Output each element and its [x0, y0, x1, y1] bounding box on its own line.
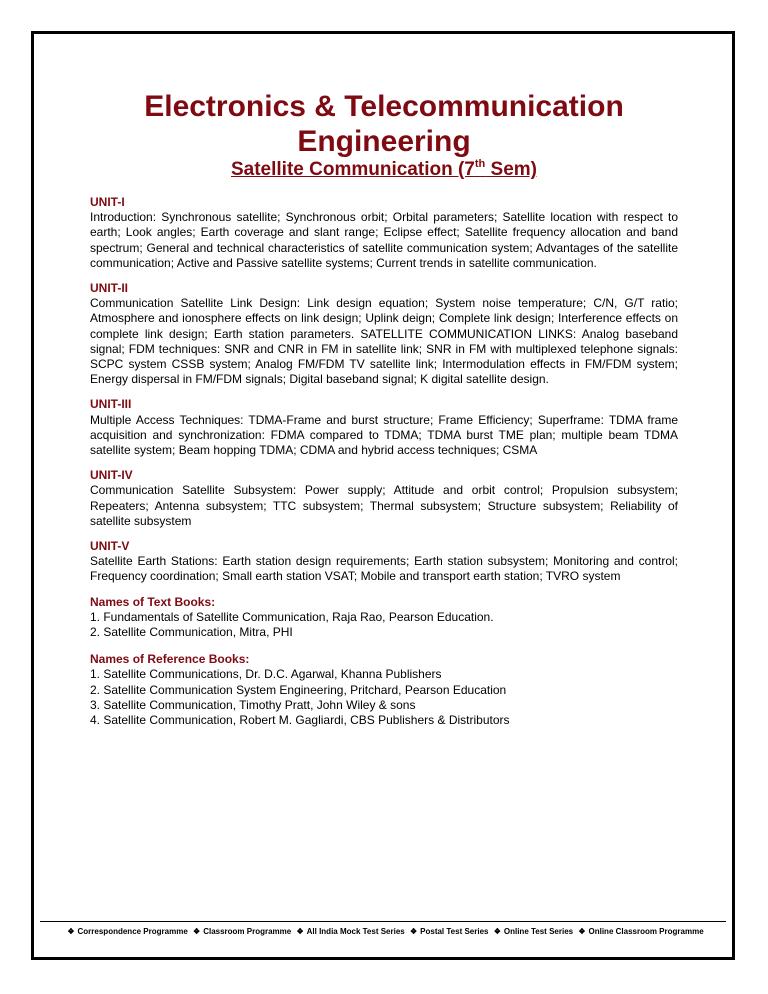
syllabus-content [90, 195, 678, 740]
unit-section [90, 539, 678, 585]
footer-item: All India Mock Test Series [306, 927, 405, 936]
unit-description: Communication Satellite Subsystem: Power supply; Attitude and orbit control; Propulsion subsystem; Repeaters; Antenna subsystem; TTC subsystem; Thermal subsystem; Structure subsystem; Reliability of satellite subsystem [90, 483, 678, 528]
text-book-item: 1. Fundamentals of Satellite Communication, Raja Rao, Pearson Education. [90, 609, 494, 624]
reference-books-section [90, 652, 678, 728]
unit-description: Introduction: Synchronous satellite; Synchronous orbit; Orbital parameters; Satellite location with respect to earth; Look angles; Earth coverage and slant range; Eclipse effect; Satellite frequency allocation and band spectrum; General and technical characteristics of satellite communication system; Advantages of the satellite communication; Active and Passive satellite systems; Current trends in satellite communication. [90, 210, 678, 270]
subtitle-post: Sem) [485, 159, 537, 180]
unit-title: UNIT-I [90, 195, 125, 209]
footer-programmes [0, 927, 768, 936]
diamond-icon: ❖ [578, 927, 586, 936]
page-title-line1: Electronics & Telecommunication [144, 90, 624, 123]
diamond-icon: ❖ [67, 927, 75, 936]
footer-item: Correspondence Programme [77, 927, 188, 936]
reference-books-title: Names of Reference Books: [90, 652, 250, 667]
subtitle-pre: Satellite Communication (7 [230, 159, 475, 180]
unit-description: Satellite Earth Stations: Earth station design requirements; Earth station subsystem; Monitoring and control; Frequency coordination; Small earth station VSAT; Mobile and transport earth station; TVRO system [90, 554, 678, 584]
footer-item: Online Test Series [503, 927, 574, 936]
footer-item: Online Classroom Programme [588, 927, 704, 936]
unit-title: UNIT-IV [90, 468, 133, 483]
reference-book-item: 4. Satellite Communication, Robert M. Gagliardi, CBS Publishers & Distributors [90, 713, 510, 728]
unit-section [90, 195, 678, 271]
diamond-icon: ❖ [193, 927, 201, 936]
unit-description: Communication Satellite Link Design: Link design equation; System noise temperature; C/N, G/T ratio; Atmosphere and ionosphere effects on link design; Uplink deign; Complete link design; Interference effects on complete link design; Earth station parameters. SATELLITE COMMUNICATION LINKS: Analog baseband signal; FDM techniques: SNR and CNR in FM in satellite link; SNR in FM with multiplexed telephone signals: SCPC system CSSB system; Analog FM/FDM TV satellite link; Intermodulation effects in FM/FDM system; Energy dispersal in FM/FDM signals; Digital baseband signal; K digital satellite design. [90, 296, 678, 387]
diamond-icon: ❖ [296, 927, 304, 936]
unit-section [90, 397, 678, 458]
unit-title: UNIT-V [90, 539, 130, 554]
subtitle-sup: th [474, 158, 486, 170]
unit-title: UNIT-III [90, 397, 132, 412]
reference-book-item: 3. Satellite Communication, Timothy Pratt, John Wiley & sons [90, 697, 416, 712]
reference-book-item: 1. Satellite Communications, Dr. D.C. Agarwal, Khanna Publishers [90, 667, 442, 682]
reference-book-item: 2. Satellite Communication System Engineering, Pritchard, Pearson Education [90, 682, 507, 697]
text-book-item: 2. Satellite Communication, Mitra, PHI [90, 625, 293, 640]
diamond-icon: ❖ [493, 927, 501, 936]
unit-section [90, 468, 678, 529]
footer-item: Classroom Programme [203, 927, 292, 936]
page-title-line2: Engineering [297, 125, 471, 158]
text-books-section [90, 595, 678, 641]
diamond-icon: ❖ [409, 927, 418, 936]
text-books-title: Names of Text Books: [90, 594, 216, 609]
footer-item: Postal Test Series [420, 927, 489, 936]
subtitle-text [231, 159, 537, 180]
footer-rule [40, 921, 726, 922]
unit-section [90, 281, 678, 387]
unit-title: UNIT-II [90, 281, 128, 296]
page-subtitle [0, 158, 768, 182]
unit-description: Multiple Access Techniques: TDMA-Frame and burst structure; Frame Efficiency; Superframe: TDMA frame acquisition and synchronization: FDMA compared to TDMA; TDMA burst TME plan; multiple beam TDMA satellite system; Beam hopping TDMA; CDMA and hybrid access techniques; CSMA [90, 412, 678, 458]
